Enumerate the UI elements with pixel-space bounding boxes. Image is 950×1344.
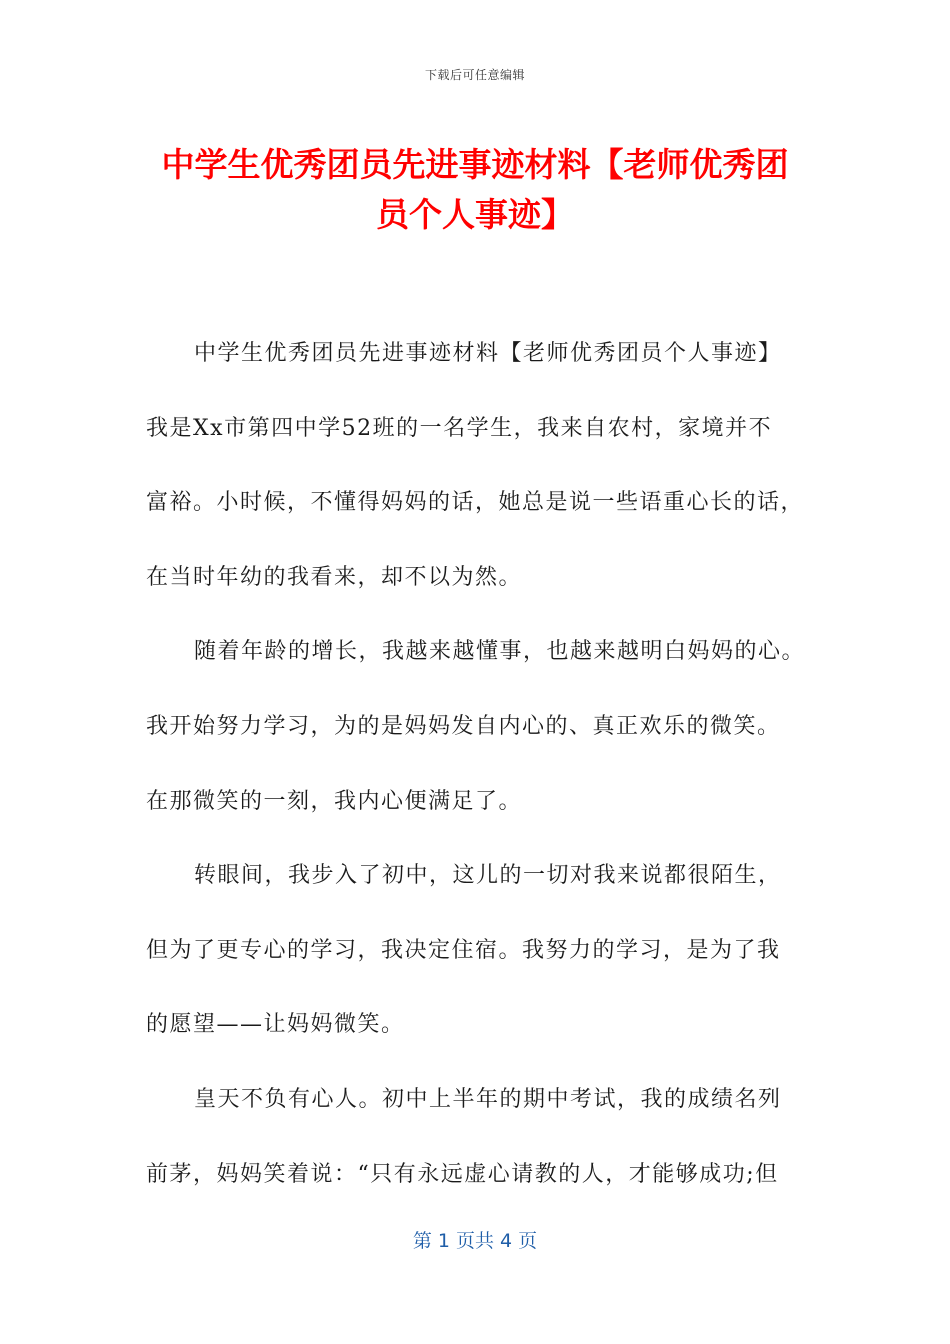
text-line: 我开始努力学习，为的是妈妈发自内心的、真正欢乐的微笑。 bbox=[146, 713, 781, 739]
text-line: 转眼间，我步入了初中，这儿的一切对我来说都很陌生， bbox=[194, 863, 782, 889]
text-line: 中学生优秀团员先进事迹材料【老师优秀团员个人事迹】 bbox=[194, 341, 782, 366]
text-line: 皇天不负有心人。初中上半年的期中考试，我的成绩名列 bbox=[194, 1086, 782, 1112]
text-line: 在当时年幼的我看来，却不以为然。 bbox=[146, 564, 523, 590]
text-line: 随着年龄的增长，我越来越懂事，也越来越明白妈妈的心。 bbox=[194, 639, 806, 665]
header-note: 下载后可任意编辑 bbox=[424, 68, 525, 82]
text-line: 富裕。小时候，不懂得妈妈的话，她总是说一些语重心长的话， bbox=[146, 490, 805, 516]
document-body bbox=[146, 317, 814, 1212]
text-line: 我是Xx市第四中学52班的一名学生，我来自农村，家境并不 bbox=[146, 415, 773, 441]
text-line: 但为了更专心的学习，我决定住宿。我努力的学习，是为了我 bbox=[146, 937, 781, 963]
title-line-1: 中学生优秀团员先进事迹材料【老师优秀团 bbox=[161, 145, 789, 184]
title-line-2: 员个人事迹】 bbox=[376, 195, 574, 234]
text-line: 在那微笑的一刻，我内心便满足了。 bbox=[146, 788, 523, 814]
text-line: 前茅，妈妈笑着说：“只有永远虚心请教的人，才能够成功;但 bbox=[146, 1161, 779, 1187]
document-title bbox=[120, 140, 830, 240]
page-number-footer: 第 1 页共 4 页 bbox=[412, 1230, 538, 1252]
text-line: 的愿望——让妈妈微笑。 bbox=[146, 1012, 405, 1038]
